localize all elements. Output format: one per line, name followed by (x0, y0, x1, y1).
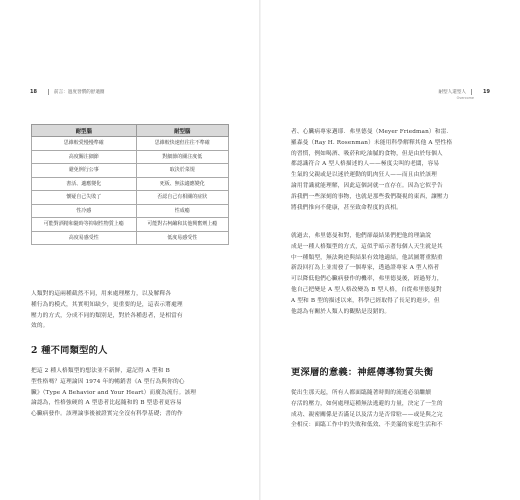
text-line: 全相反：面臨工作中的失敗和低效、不美滿的家庭生活和不 (291, 422, 443, 429)
table-cell: 取決於菜規 (136, 164, 229, 178)
text-line: 都認識符合 A 型人格描述的人——極度尖叫的老闆，容易 (291, 161, 440, 168)
text-line: 中一種類型，無法夠逆與結果有效地適結，他試圖將重點重 (291, 254, 443, 261)
text-line: 型性格嗎？這理論因 1974 年的暢銷書《A 型行為與你的心 (31, 378, 185, 385)
left-paragraph-1 (31, 289, 229, 332)
table-row (32, 191, 229, 205)
left-section-heading: 2 種不同類型的人 (31, 345, 108, 356)
table-row (32, 204, 229, 218)
table-row (32, 218, 229, 232)
text-line: 訴我們一些深刻的事物，也就是那些我們凝視的東西，讓壓力 (291, 193, 449, 200)
right-paragraph-3 (291, 388, 491, 431)
text-line: 種行為的模式，其實明知缺少，更重要的是，這表示將處理 (31, 301, 183, 308)
comparison-table (31, 124, 229, 245)
table-cell: 思維較愛慢慢準確 (32, 137, 137, 151)
text-line: 論認為，性格強硬的 A 型患者比起隨和的 B 型患者更容易 (31, 400, 182, 407)
table-row (32, 150, 229, 164)
text-line: 者、心臟病專家邁耶．弗里德曼（Meyer Friedman）和雷． (291, 129, 453, 135)
text-line: 他認為有關於人類人的觀點是沒錯的。 (291, 308, 391, 315)
right-running-subtitle: Overcome (456, 96, 474, 100)
text-line: 論用背識就能理解，因此這個詞就一直存在。因為它似乎告 (291, 182, 443, 189)
header-separator (48, 89, 49, 95)
text-line: 羅森曼（Ray H. Rosenman）未能用科學解釋其他 A 型性格 (291, 139, 453, 146)
text-line: 成是一種人格類型的方式，這似乎暗示著每個人天生就是其 (291, 243, 443, 250)
table-cell: 性冷感 (32, 204, 137, 218)
table-cell: 性成瘾 (136, 204, 229, 218)
text-line: 新設回打為上並需發了一個專家，透過證專家 A 型人格者 (291, 265, 440, 272)
right-page-header (438, 89, 496, 100)
left-page-header (24, 89, 105, 95)
text-line: 臟》（Type A Behavior and Your Heart）而廣為流行。該理 (31, 389, 197, 396)
table-row (32, 164, 229, 178)
text-line: 就過去，弗里德曼和對，他們卻最結果們把他的理論說 (291, 233, 432, 239)
table-cell: 避免例行公事 (32, 164, 137, 178)
right-section-heading: 更深層的意義：神經傳導物質失衡 (291, 367, 434, 378)
text-line: 人類對的這兩種截然不同，用來處理壓力，以及解釋各 (31, 291, 172, 297)
text-line: 從出生那天起，所有人都面臨隨著時間的流逝必須繼續 (291, 390, 432, 396)
text-line: A 型和 B 型的描述以來，科學已經取得了長足的進步，但 (291, 297, 440, 304)
text-line: 壓力的方式，分成不同的類別是，對於各種患者，是相當有 (31, 312, 183, 319)
right-running-title: 耐型人還型人 (438, 90, 467, 95)
text-line: 生氣的父親或是以迷於運動的肌肉狂人——而且由於該理 (291, 172, 437, 179)
left-page-number: 18 (30, 89, 37, 95)
text-line: 效的。 (31, 323, 49, 330)
table-row (32, 137, 229, 151)
table-cell: 低度易感受性 (136, 231, 229, 245)
text-line: 成功、親密關係是否滿足以及活力是否常駐——或是與之完 (291, 411, 443, 418)
table-cell: 死板、無法適應變化 (136, 177, 229, 191)
table-header-cell: 耐型腦 (136, 125, 229, 137)
table-cell: 思維較快速但往往不準確 (136, 137, 229, 151)
table-row (32, 177, 229, 191)
text-line: 把這 2 種人格類型的想法並不新鮮，還記得 A 型和 B (31, 368, 170, 374)
table-cell: 對細節的關注度低 (136, 150, 229, 164)
table-header-row (32, 125, 229, 137)
right-page-number: 19 (483, 89, 490, 95)
text-line: 將我們推向不健康，甚至致命程度的真相。 (291, 204, 402, 211)
book-gutter (259, 0, 261, 500)
table-cell: 懷疑自己失敗了 (32, 191, 137, 205)
text-line: 心臟病發作。該理論事後被證實完全沒有科學基礎；書的作 (31, 411, 183, 418)
right-paragraph-1 (291, 127, 491, 213)
text-line: 可以降低他們心臟病發作的機率，弗里德曼後，經過努力， (291, 276, 443, 283)
right-paragraph-2 (291, 231, 491, 317)
left-paragraph-2 (31, 366, 229, 420)
header-separator (471, 89, 472, 95)
text-line: 他自己把變是 A 型人格改變為 B 型人格，自從弗里德曼對 (291, 286, 442, 293)
table-cell: 書活、適應變化 (32, 177, 137, 191)
table-row (32, 231, 229, 245)
table-cell: 可能對酒精和隨時等抑制性物質上瘾 (32, 218, 137, 232)
table-cell: 高度關注細節 (32, 150, 137, 164)
table-cell: 否認自己有相關的症狀 (136, 191, 229, 205)
text-line: 的習慣，例如喝酒、吸菸和吃油膩的食物，但是由於每個人 (291, 150, 443, 157)
text-line: 存活的壓力，如何處理這種無法逃避的力量，決定了一生的 (291, 400, 443, 407)
table-cell: 可能對古柯鹼和其他興奮劑上瘾 (136, 218, 229, 232)
table-header-cell: 耐型腦 (32, 125, 137, 137)
table-cell: 高度易感受性 (32, 231, 137, 245)
left-running-title: 前言：過度習慣的舒適圈 (53, 90, 105, 95)
